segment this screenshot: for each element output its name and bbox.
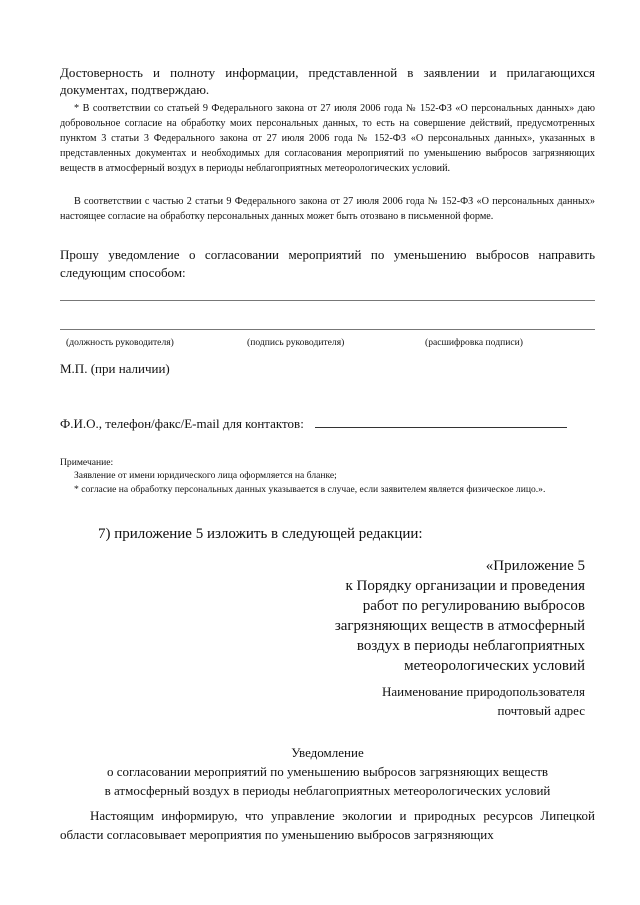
notice-body: Настоящим информирую, что управление экологии и природных ресурсов Липецкой области согласовывает мероприятия по уменьшению выбросов загрязняющих — [60, 808, 595, 842]
addressee-block — [300, 682, 585, 720]
consent-paragraph-2: В соответствии с частью 2 статьи 9 Федерального закона от 27 июля 2006 года № 152-ФЗ «О персональных данных» настоящее согласие на обработку персональных данных может быть отозвано в письменной форме. — [60, 196, 595, 222]
blank-line-1 — [60, 300, 595, 301]
note-item-1: Заявление от имени юридического лица оформляется на бланке; — [74, 470, 337, 481]
request-paragraph: Прошу уведомление о согласовании мероприятий по уменьшению выбросов направить следующим способом: — [60, 247, 595, 280]
notice-subtitle-line-1: о согласовании мероприятий по уменьшению выбросов загрязняющих веществ — [106, 764, 549, 779]
appendix-line-5: воздух в периоды неблагоприятных — [356, 638, 585, 654]
appendix-line-2: к Порядку организации и проведения — [345, 578, 585, 594]
notice-title: Уведомление — [291, 745, 364, 760]
contact-blank — [315, 415, 567, 428]
consent-paragraph-1: * В соответствии со статьей 9 Федерального закона от 27 июля 2006 года № 152-ФЗ «О персональных данных» даю добровольное согласие на обработку моих персональных данных, то есть на совершение действий, предусмотренных пунктом 3 статьи 3 Федерального закона от 27 июля 2006 года № 152-ФЗ «О персональных данных», указанных в представленных документах и необходимых для согласования мероприятий по уменьшению выбросов загрязняющих веществ в атмосферный воздух в периоды неблагоприятных метеорологических условий. — [60, 103, 595, 174]
notice-subtitle-line-2: в атмосферный воздух в периоды неблагоприятных метеорологических условий — [104, 783, 551, 798]
appendix-line-1: «Приложение 5 — [485, 558, 585, 574]
addressee-address: почтовый адрес — [497, 703, 585, 718]
note-item-2: * согласие на обработку персональных данных указывается в случае, если заявителем является физическое лицо.». — [74, 484, 546, 495]
appendix-line-6: метеорологических условий — [404, 658, 585, 674]
label-decoding: (расшифровка подписи) — [425, 337, 523, 348]
label-position: (должность руководителя) — [66, 337, 174, 348]
item-7: 7) приложение 5 изложить в следующей редакции: — [98, 526, 423, 542]
note-title: Примечание: — [60, 457, 114, 468]
notice-subtitle — [60, 762, 595, 800]
appendix-line-4: загрязняющих веществ в атмосферный — [334, 618, 585, 634]
contact-row — [60, 415, 567, 432]
appendix-header — [300, 556, 585, 676]
blank-line-2 — [60, 329, 595, 330]
certify-paragraph: Достоверность и полноту информации, представленной в заявлении и прилагающихся документах, подтверждаю. — [60, 65, 595, 97]
stamp-note: М.П. (при наличии) — [60, 361, 170, 376]
appendix-line-3: работ по регулированию выбросов — [362, 598, 585, 614]
label-signature: (подпись руководителя) — [247, 337, 345, 348]
contact-label: Ф.И.О., телефон/факс/E-mail для контактов: — [60, 416, 304, 431]
addressee-name: Наименование природопользователя — [382, 684, 585, 699]
